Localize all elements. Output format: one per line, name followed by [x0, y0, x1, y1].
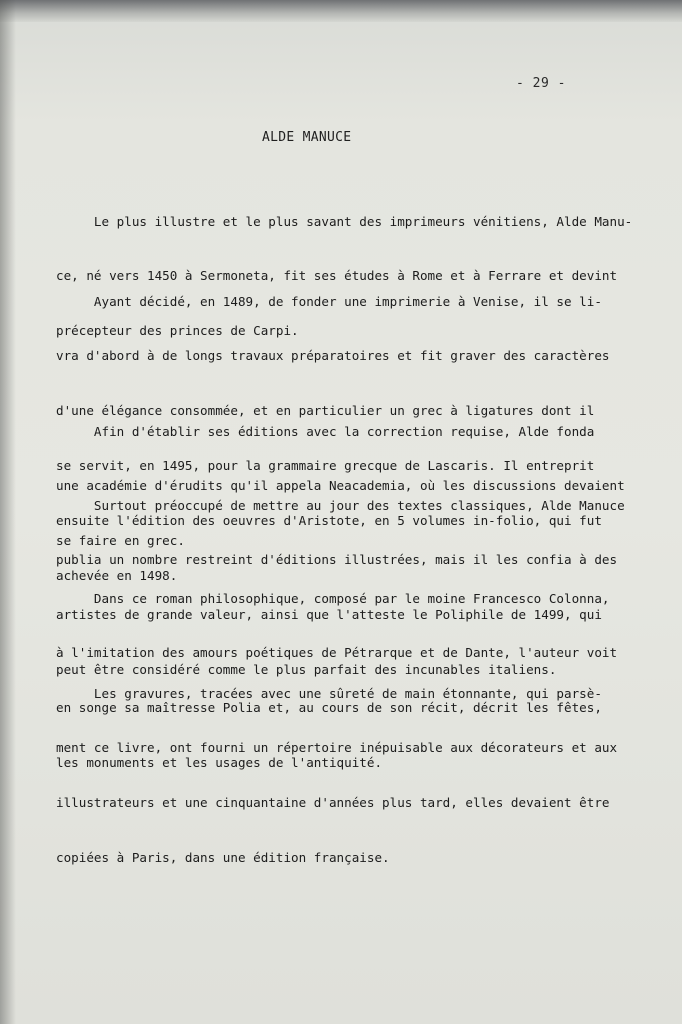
text-line: peut être considéré comme le plus parfait des incunables italiens. — [56, 662, 557, 678]
text-line: d'une élégance consommée, et en particulier un grec à ligatures dont il — [56, 403, 595, 419]
text-line: Dans ce roman philosophique, composé par le moine Francesco Colonna, — [56, 590, 610, 606]
text-line: Surtout préoccupé de mettre au jour des textes classiques, Alde Manuce — [56, 497, 625, 513]
text-line: Le plus illustre et le plus savant des imprimeurs vénitiens, Alde Manu- — [56, 213, 633, 229]
text-line: vra d'abord à de longs travaux préparatoires et fit graver des caractères — [56, 348, 610, 364]
text-line: ment ce livre, ont fourni un répertoire inépuisable aux décorateurs et aux — [56, 740, 618, 756]
text-line: ensuite l'édition des oeuvres d'Aristote, en 5 volumes in-folio, qui fut — [56, 513, 602, 529]
paragraph-6 — [56, 648, 676, 904]
text-line: Ayant décidé, en 1489, de fonder une imprimerie à Venise, il se li- — [56, 293, 602, 309]
text-line: artistes de grande valeur, ainsi que l'atteste le Poliphile de 1499, qui — [56, 607, 602, 623]
text-line: Afin d'établir ses éditions avec la correction requise, Alde fonda — [56, 423, 595, 439]
text-line: en songe sa maîtresse Polia et, au cours de son récit, décrit les fêtes, — [56, 700, 602, 716]
page-number: - 29 - — [516, 76, 566, 91]
text-line: achevée en 1498. — [56, 568, 178, 584]
text-line: une académie d'érudits qu'il appela Neacademia, où les discussions devaient — [56, 478, 625, 494]
text-line: copiées à Paris, dans une édition française. — [56, 850, 390, 866]
page-top-edge — [0, 0, 682, 22]
text-line: publia un nombre restreint d'éditions illustrées, mais il les confia à des — [56, 552, 618, 568]
text-line: se faire en grec. — [56, 533, 185, 549]
text-line: précepteur des princes de Carpi. — [56, 323, 299, 339]
page-left-shadow — [0, 0, 16, 1024]
text-line: se servit, en 1495, pour la grammaire grecque de Lascaris. Il entreprit — [56, 458, 595, 474]
text-line: ce, né vers 1450 à Sermoneta, fit ses études à Rome et à Ferrare et devint — [56, 268, 618, 284]
page-title: ALDE MANUCE — [262, 130, 352, 145]
text-line: les monuments et les usages de l'antiquité. — [56, 755, 383, 771]
text-line: à l'imitation des amours poétiques de Pétrarque et de Dante, l'auteur voit — [56, 645, 618, 661]
text-line: illustrateurs et une cinquantaine d'années plus tard, elles devaient être — [56, 795, 610, 811]
text-line: Les gravures, tracées avec une sûreté de main étonnante, qui parsè- — [56, 685, 602, 701]
